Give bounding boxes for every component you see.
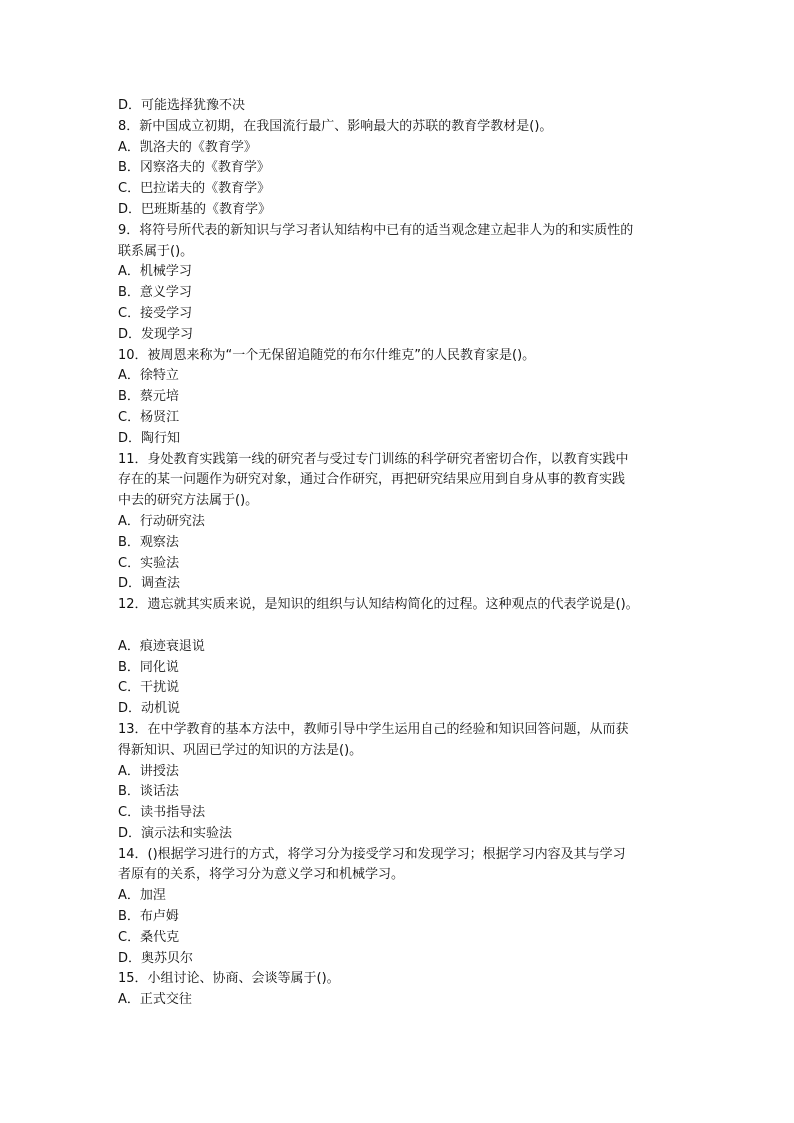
option-line: C．实验法 <box>118 555 180 571</box>
document-page <box>118 96 678 1011</box>
option-line: B．谈话法 <box>118 784 179 800</box>
option-line: B．同化说 <box>118 659 179 675</box>
option-line: D．巴班斯基的《教育学》 <box>118 201 272 217</box>
question-line: 8．新中国成立初期，在我国流行最广、影响最大的苏联的教育学教材是()。 <box>118 118 553 134</box>
option-line: A．徐特立 <box>118 368 179 384</box>
question-line: 12．遗忘就其实质来说，是知识的组织与认知结构简化的过程。这种观点的代表学说是()。 <box>118 597 639 613</box>
option-line: B．布卢姆 <box>118 909 179 925</box>
option-line: C．接受学习 <box>118 305 193 321</box>
blank-line <box>118 616 678 637</box>
option-line: D．演示法和实验法 <box>118 825 233 841</box>
option-line: A．机械学习 <box>118 264 192 280</box>
option-line: B．意义学习 <box>118 285 192 301</box>
option-line: A．凯洛夫的《教育学》 <box>118 139 257 155</box>
option-line: B．蔡元培 <box>118 389 179 405</box>
question-line: 11．身处教育实践第一线的研究者与受过专门训练的科学研究者密切合作，以教育实践中 <box>118 451 629 467</box>
option-line: A．讲授法 <box>118 763 179 779</box>
option-line: D．奥苏贝尔 <box>118 950 194 966</box>
question-line: 9．将符号所代表的新知识与学习者认知结构中已有的适当观念建立起非人为的和实质性的 <box>118 222 634 238</box>
option-line: A．正式交往 <box>118 992 192 1008</box>
question-line: 联系属于()。 <box>118 243 194 259</box>
option-line: D．调查法 <box>118 576 181 592</box>
option-line: B．冈察洛夫的《教育学》 <box>118 160 270 176</box>
question-line: 14．()根据学习进行的方式，将学习分为接受学习和发现学习；根据学习内容及其与学习 <box>118 846 626 862</box>
option-line: A．行动研究法 <box>118 513 205 529</box>
option-line: C．读书指导法 <box>118 805 206 821</box>
option-line: A．痕迹衰退说 <box>118 638 205 654</box>
question-line: 者原有的关系，将学习分为意义学习和机械学习。 <box>118 867 405 883</box>
option-line: D．动机说 <box>118 701 181 717</box>
option-line: D．可能选择犹豫不决 <box>118 98 246 113</box>
question-line: 中去的研究方法属于()。 <box>118 493 259 509</box>
question-line: 15．小组讨论、协商、会谈等属于()。 <box>118 971 340 987</box>
option-line: B．观察法 <box>118 534 179 550</box>
question-line: 得新知识、巩固已学过的知识的方法是()。 <box>118 742 363 758</box>
option-line: C．干扰说 <box>118 680 180 696</box>
question-line: 存在的某一问题作为研究对象，通过合作研究，再把研究结果应用到自身从事的教育实践 <box>118 472 626 488</box>
question-line: 10．被周恩来称为“一个无保留追随党的布尔什维克”的人民教育家是()。 <box>118 347 536 363</box>
option-line: D．陶行知 <box>118 430 181 446</box>
option-line: A．加涅 <box>118 888 166 904</box>
option-line: C．巴拉诺夫的《教育学》 <box>118 181 271 197</box>
option-line: C．杨贤江 <box>118 409 180 425</box>
option-line: D．发现学习 <box>118 326 194 342</box>
question-line: 13．在中学教育的基本方法中，教师引导中学生运用自己的经验和知识回答问题，从而获 <box>118 721 629 737</box>
option-line: C．桑代克 <box>118 929 180 945</box>
